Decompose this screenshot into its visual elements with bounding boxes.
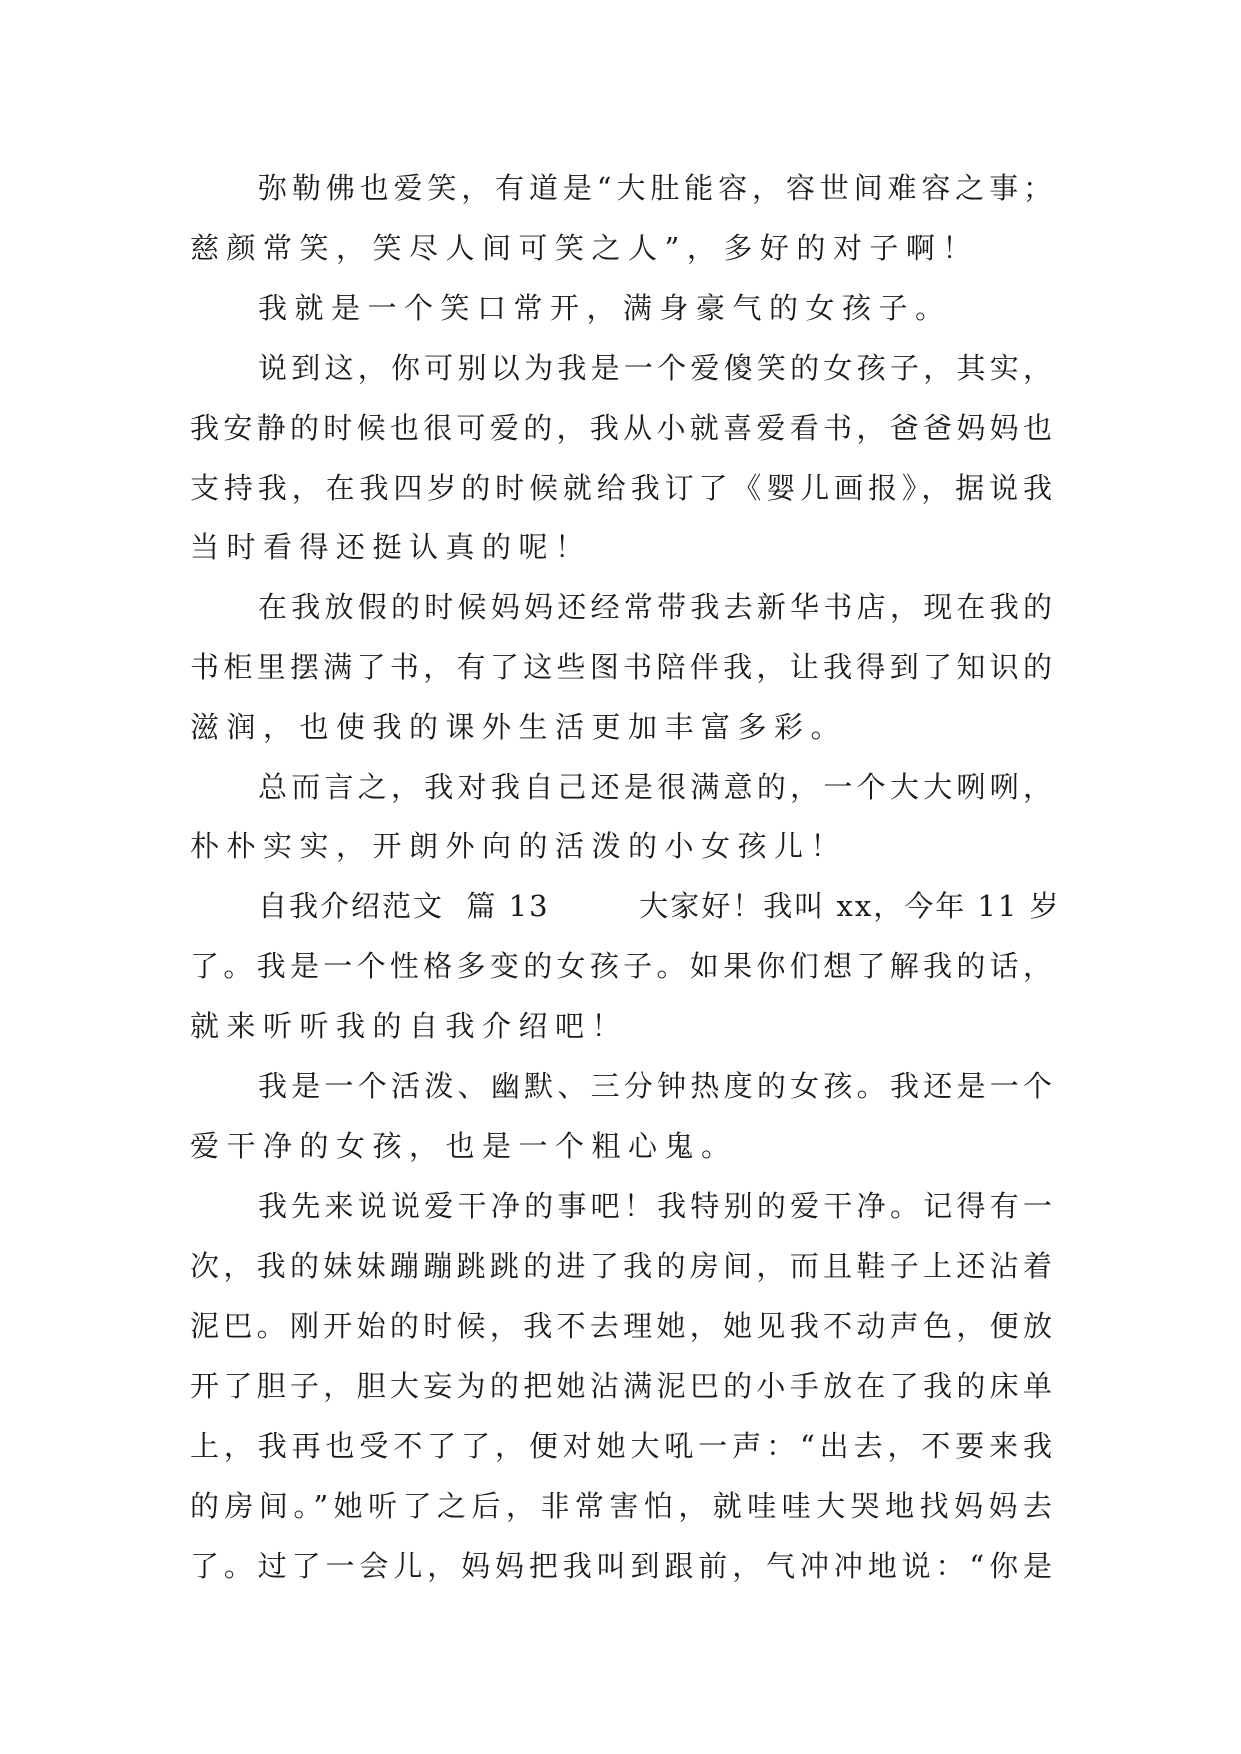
text-line: 我就是一个笑口常开，满身豪气的女孩子。: [258, 291, 952, 325]
text-line: 了。过了一会儿，妈妈把我叫到跟前，气冲冲地说：“你是: [190, 1549, 1052, 1583]
text-line: 朴朴实实，开朗外向的活泼的小女孩儿！: [190, 829, 848, 863]
text-line: 开了胆子，胆大妄为的把她沾满泥巴的小手放在了我的床单: [190, 1369, 1052, 1403]
text-line: 慈颜常笑，笑尽人间可笑之人”，多好的对子啊！: [190, 231, 979, 265]
text-line: 上，我再也受不了了，便对她大吼一声：“出去，不要来我: [190, 1429, 1052, 1463]
text-line: 支持我，在我四岁的时候就给我订了《婴儿画报》，据说我: [190, 471, 1052, 505]
text-line: 我安静的时候也很可爱的，我从小就喜爱看书，爸爸妈妈也: [190, 411, 1052, 445]
text-line: 书柜里摆满了书，有了这些图书陪伴我，让我得到了知识的: [190, 650, 1052, 684]
text-line: 说到这，你可别以为我是一个爱傻笑的女孩子，其实，: [258, 351, 1052, 385]
text-line: 总而言之，我对我自己还是很满意的，一个大大咧咧，: [258, 770, 1052, 804]
text-line: 就来听听我的自我介绍吧！: [190, 1009, 629, 1043]
text-line: 次，我的妹妹蹦蹦跳跳的进了我的房间，而且鞋子上还沾着: [190, 1249, 1052, 1283]
text-line: 了。我是一个性格多变的女孩子。如果你们想了解我的话，: [190, 949, 1052, 983]
text-line: 我是一个活泼、幽默、三分钟热度的女孩。我还是一个: [258, 1069, 1052, 1103]
text-line: 的房间。”她听了之后，非常害怕，就哇哇大哭地找妈妈去: [190, 1489, 1052, 1523]
text-line: 泥巴。刚开始的时候，我不去理她，她见我不动声色，便放: [190, 1309, 1052, 1343]
text-line: 弥勒佛也爱笑，有道是“大肚能容，容世间难容之事；: [258, 171, 1052, 205]
text-line: 滋润，也使我的课外生活更加丰富多彩。: [190, 710, 848, 744]
text-line: 爱干净的女孩，也是一个粗心鬼。: [190, 1129, 738, 1163]
text-line: 我先来说说爱干净的事吧！我特别的爱干净。记得有一: [258, 1189, 1052, 1223]
text-line: 在我放假的时候妈妈还经常带我去新华书店，现在我的: [258, 590, 1052, 624]
section-heading-line: 自我介绍范文 篇 13 大家好！我叫 xx，今年 11 岁: [258, 889, 1061, 923]
text-line: 当时看得还挺认真的呢！: [190, 530, 592, 564]
